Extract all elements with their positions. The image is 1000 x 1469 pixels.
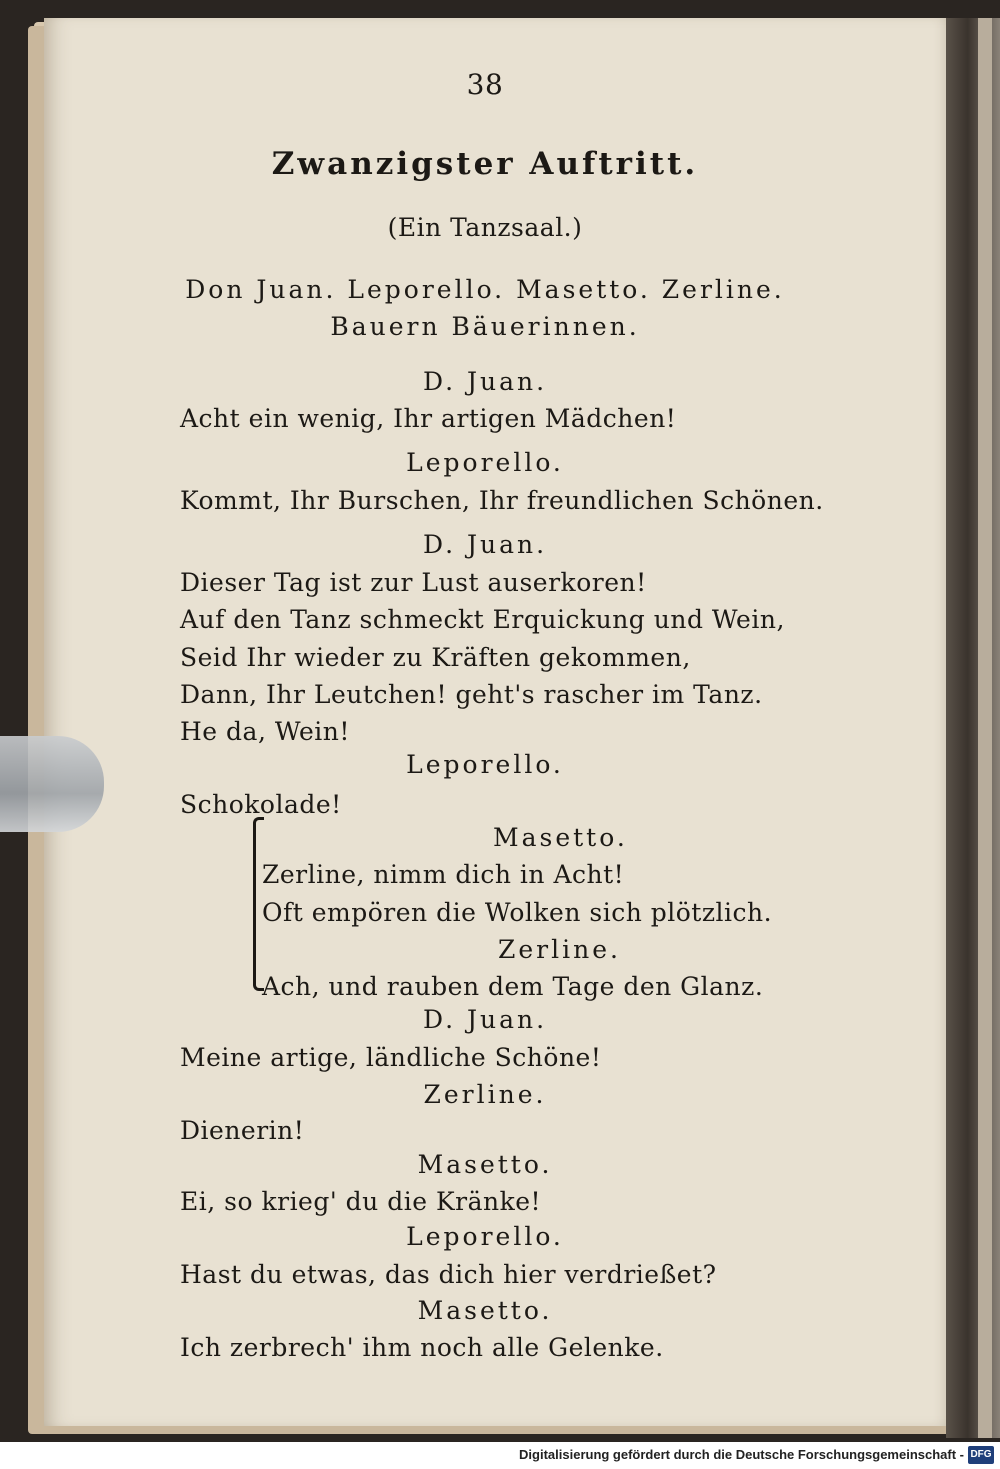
- facing-page-edge: [946, 18, 1000, 1438]
- verse-line: Dann, Ihr Leutchen! geht's rascher im Tanz.: [180, 680, 763, 709]
- page-clip: [0, 736, 104, 832]
- cast-list: Bauern Bäuerinnen.: [330, 312, 640, 341]
- speaker-name: Masetto.: [417, 1296, 553, 1325]
- speaker-name: Leporello.: [406, 750, 564, 779]
- scene-heading: Zwanzigster Auftritt.: [271, 146, 699, 182]
- ensemble-bracket: [253, 817, 264, 991]
- speaker-name: D. Juan.: [422, 367, 548, 396]
- footer-bar: [0, 1442, 1000, 1469]
- verse-line: Ach, und rauben dem Tage den Glanz.: [262, 972, 764, 1001]
- verse-line: Meine artige, ländliche Schöne!: [180, 1043, 602, 1072]
- speaker-name: Zerline.: [498, 935, 621, 964]
- speaker-name: Zerline.: [423, 1080, 547, 1109]
- verse-line: He da, Wein!: [180, 717, 350, 746]
- page-number: 38: [466, 68, 504, 101]
- verse-line: Dienerin!: [180, 1116, 305, 1145]
- verse-line: Auf den Tanz schmeckt Erquickung und Wein,: [180, 605, 785, 634]
- cast-list: Don Juan. Leporello. Masetto. Zerline.: [185, 275, 785, 304]
- verse-line: Acht ein wenig, Ihr artigen Mädchen!: [180, 404, 677, 433]
- stage-direction: (Ein Tanzsaal.): [387, 213, 583, 242]
- verse-line: Oft empören die Wolken sich plötzlich.: [262, 898, 773, 927]
- speaker-name: D. Juan.: [422, 530, 548, 559]
- dfg-logo: DFG: [968, 1446, 994, 1464]
- verse-line: Ich zerbrech' ihm noch alle Gelenke.: [180, 1333, 664, 1362]
- verse-line: Dieser Tag ist zur Lust auserkoren!: [180, 568, 647, 597]
- footer-credit: Digitalisierung gefördert durch die Deutsche Forschungsgemeinschaft -: [519, 1447, 964, 1462]
- verse-line: Seid Ihr wieder zu Kräften gekommen,: [180, 643, 691, 672]
- verse-line: Kommt, Ihr Burschen, Ihr freundlichen Schönen.: [180, 486, 824, 515]
- speaker-name: Masetto.: [493, 823, 628, 852]
- verse-line: Hast du etwas, das dich hier verdrießet?: [180, 1260, 717, 1289]
- speaker-name: Leporello.: [406, 448, 564, 477]
- verse-line: Schokolade!: [180, 790, 342, 819]
- verse-line: Ei, so krieg' du die Kränke!: [180, 1187, 542, 1216]
- speaker-name: Leporello.: [406, 1222, 564, 1251]
- verse-line: Zerline, nimm dich in Acht!: [262, 860, 625, 889]
- speaker-name: Masetto.: [417, 1150, 553, 1179]
- speaker-name: D. Juan.: [422, 1005, 548, 1034]
